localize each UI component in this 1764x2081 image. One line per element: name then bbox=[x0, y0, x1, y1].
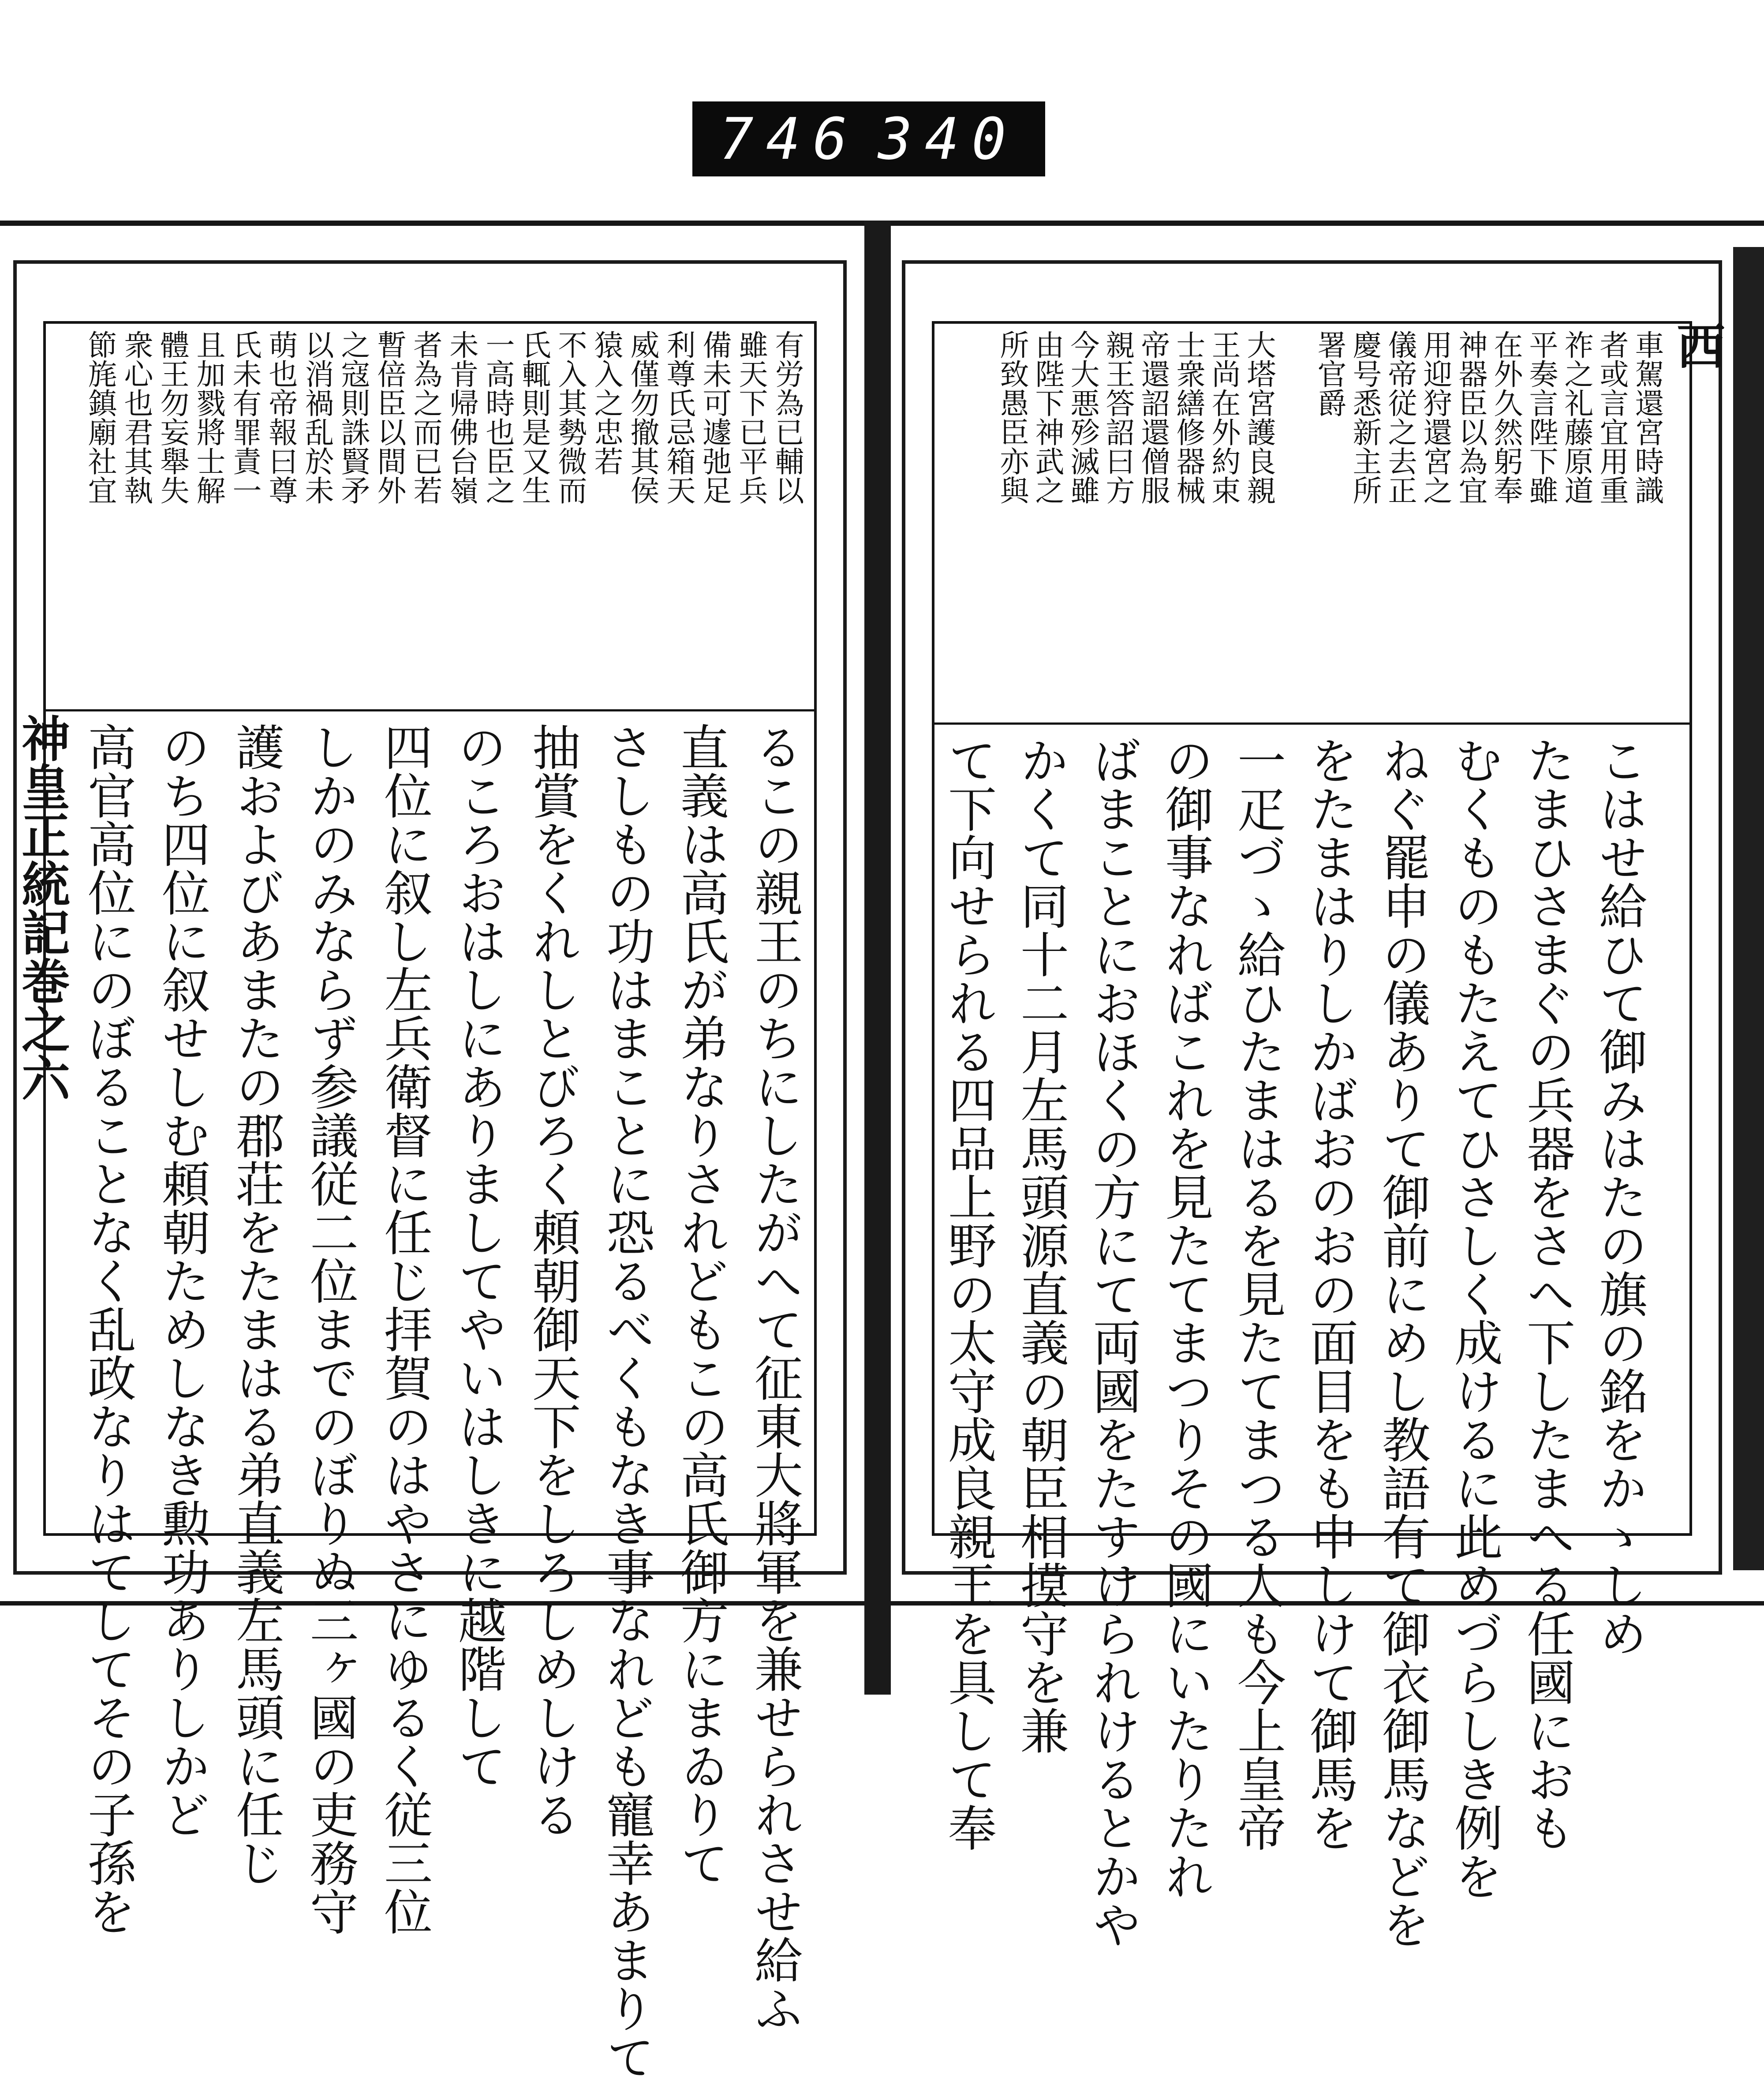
right-headnote-column-1: 車駕還宮時識 bbox=[1630, 330, 1664, 505]
right-headnote-column-5: 在外久然躬奉 bbox=[1489, 330, 1523, 505]
book-spine bbox=[864, 221, 891, 1695]
right-main-column-10: て下向せられる四品上野の太守成良親王を具して奉 bbox=[940, 736, 997, 1852]
left-main-column-10: 高官高位にのぼることなく乱政なりはてしてその子孫を bbox=[80, 722, 136, 1935]
left-page-running-title: 神皇正統記巻之六 bbox=[14, 714, 71, 1102]
left-headnote-column-9: 一高時也臣之 bbox=[481, 330, 515, 505]
left-headnote-column-4: 利尊氏忌箱天 bbox=[662, 330, 695, 505]
left-headnote-column-19: 衆心也君其執 bbox=[119, 330, 153, 505]
right-main-column-6: 一疋づゝ給ひたまはるを見たてまつる人も今上皇帝 bbox=[1230, 736, 1286, 1852]
right-main-column-3: むくものもたえてひさしく成けるに此めづらしき例を bbox=[1446, 736, 1503, 1900]
right-headnote-column-19: 所致愚臣亦與 bbox=[995, 330, 1029, 505]
right-headnote-column-2: 者或言宜用重 bbox=[1595, 330, 1629, 505]
scan-number-left: 746 bbox=[719, 105, 860, 172]
right-main-column-5: をたまはりしかばおのおの面目をも申しけて御馬を bbox=[1302, 736, 1358, 1852]
left-headnote-column-7: 不入其勢微而 bbox=[553, 330, 587, 505]
right-main-column-8: ばまことにおほくの方にて両國をたすけられけるとかや bbox=[1085, 736, 1141, 1949]
left-main-column-3: さしもの功はまことに恐るべくもなき事なれども寵幸あまりて bbox=[598, 722, 655, 2081]
right-page-running-title: 西 bbox=[1669, 321, 1726, 370]
left-headnote-column-11: 者為之而已若 bbox=[408, 330, 442, 505]
scan-number-right: 340 bbox=[878, 105, 1019, 172]
left-headnote-column-13: 之寇則誅賢矛 bbox=[336, 330, 370, 505]
left-headnote-column-6: 猿入之忠若 bbox=[589, 330, 623, 475]
left-headnote-column-3: 備未可遽弛足 bbox=[698, 330, 732, 505]
left-headnote-column-12: 暫倍臣以間外 bbox=[372, 330, 406, 505]
right-headnote-column-6: 神器臣以為宜 bbox=[1454, 330, 1487, 505]
right-headnote-column-16: 親王答詔曰方 bbox=[1101, 330, 1135, 505]
right-headnote-column-15: 帝還詔還僧服 bbox=[1136, 330, 1170, 505]
left-headnote-column-10: 未肯帰佛台嶺 bbox=[445, 330, 478, 505]
right-headnote-column-11 bbox=[1278, 330, 1308, 714]
right-headnote-column-14: 士衆繕修器械 bbox=[1171, 330, 1205, 505]
left-main-column-9: のち四位に叙せしむ頼朝ためしなき勲功ありしかど bbox=[154, 722, 210, 1838]
right-headnote-column-4: 平奏言陛下雖 bbox=[1524, 330, 1558, 505]
left-headnote-column-20: 節旄鎮廟社宜 bbox=[83, 330, 117, 505]
left-page bbox=[13, 260, 847, 2081]
left-main-column-2: 直義は高氏が弟なりされどもこの高氏御方にまゐりて bbox=[673, 722, 729, 1887]
right-headnote-column-8: 儀帝従之去正 bbox=[1383, 330, 1417, 505]
left-main-column-1: るこの親王のちにしたがへて征東大將軍を兼せられさせ給ふ bbox=[747, 722, 803, 2032]
left-main-column-7: しかのみならず参議従二位までのぼりぬ三ヶ國の吏務守 bbox=[302, 722, 359, 1935]
right-main-column-7: の御事なればこれを見たてまつりその國にいたりたれ bbox=[1157, 736, 1214, 1900]
right-headnote-column-18: 由陛下神武之 bbox=[1030, 330, 1064, 505]
right-headnote-column-13: 王尚在外約束 bbox=[1207, 330, 1241, 505]
right-headnote-column-3: 祚之礼藤原道 bbox=[1559, 330, 1593, 505]
left-main-column-4: 抽賞をくれしとびろく頼朝御天下をしろしめしける bbox=[524, 722, 581, 1838]
left-headnote-column-18: 體王勿妄舉失 bbox=[155, 330, 189, 505]
right-main-column-4: ねぐ罷申の儀ありて御前にめし教語有て御衣御馬などを bbox=[1374, 736, 1431, 1949]
right-main-column-9: かくて同十二月左馬頭源直義の朝臣相摸守を兼 bbox=[1013, 736, 1069, 1755]
scan-number-label bbox=[692, 101, 1045, 176]
left-headnote-column-1: 有労為已輔以 bbox=[770, 330, 804, 505]
left-headnote-column-17: 且加戮將士解 bbox=[191, 330, 225, 505]
left-headnote-column-5: 威僅勿撤其侯 bbox=[625, 330, 659, 505]
next-page-edge bbox=[1733, 247, 1764, 1570]
left-headnote-column-15: 萌也帝報曰尊 bbox=[264, 330, 298, 505]
left-headnote-divider bbox=[46, 709, 814, 711]
left-headnote-column-8: 氏輒則是又生 bbox=[517, 330, 551, 505]
right-main-column-2: たまひさまぐの兵器をさへ下したまへる任國におも bbox=[1519, 736, 1575, 1852]
right-headnote-column-12: 大塔宮護良親 bbox=[1242, 330, 1276, 505]
left-main-column-8: 護およびあまたの郡荘をたまはる弟直義左馬頭に任じ bbox=[228, 722, 284, 1887]
right-headnote-column-7: 用迎狩還宮之 bbox=[1418, 330, 1452, 505]
right-headnote-column-17: 今大悪殄滅雖 bbox=[1065, 330, 1099, 505]
left-headnote-column-14: 以消禍乱於未 bbox=[300, 330, 334, 505]
right-page bbox=[902, 260, 1726, 1949]
left-main-column-6: 四位に叙し左兵衛督に任じ拝賀のはやさにゆるく従三位 bbox=[376, 722, 433, 1935]
left-main-column-5: のころおはしにありましてやいはしきに越階して bbox=[450, 722, 507, 1790]
right-main-column-1: こはせ給ひて御みはたの旗の銘をかゝしめ bbox=[1591, 736, 1648, 1658]
right-headnote-column-9: 慶号悉新主所 bbox=[1348, 330, 1382, 505]
left-headnote-column-16: 氏未有罪責一 bbox=[228, 330, 262, 505]
right-headnote-divider bbox=[934, 722, 1689, 725]
left-headnote-column-2: 雖天下已平兵 bbox=[734, 330, 768, 505]
right-headnote-column-10: 署官爵 bbox=[1312, 330, 1346, 417]
